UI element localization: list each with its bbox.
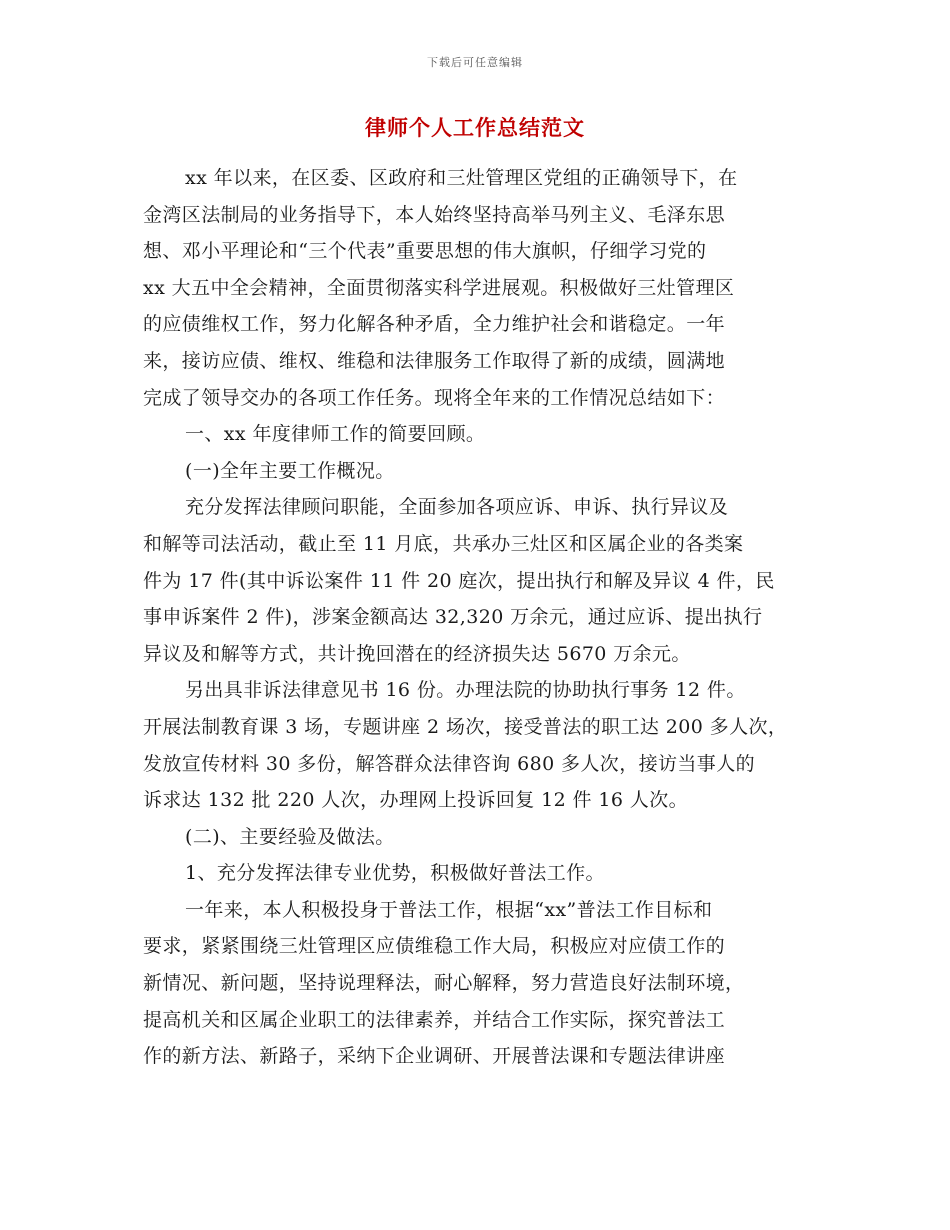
text-line: 另出具非诉法律意见书 16 份。办理法院的协助执行事务 12 件。 bbox=[185, 679, 746, 702]
text-line: 诉求达 132 批 220 人次，办理网上投诉回复 12 件 16 人次。 bbox=[143, 789, 689, 812]
text-line: 作的新方法、新路子，采纳下企业调研、开展普法课和专题法律讲座 bbox=[143, 1045, 726, 1068]
text-line: 想、邓小平理论和“三个代表”重要思想的伟大旗帜，仔细学习党的 bbox=[143, 240, 707, 263]
text-line: 要求，紧紧围绕三灶管理区应债维稳工作大局，积极应对应债工作的 bbox=[143, 935, 726, 958]
document-title: 律师个人工作总结范文 bbox=[365, 116, 585, 140]
text-line: 来，接访应债、维权、维稳和法律服务工作取得了新的成绩，圆满地 bbox=[143, 349, 726, 372]
text-line: (二)、主要经验及做法。 bbox=[185, 825, 395, 848]
text-line: 的应债维权工作，努力化解各种矛盾，全力维护社会和谐稳定。一年 bbox=[143, 313, 726, 336]
text-line: 新情况、新问题，坚持说理释法，耐心解释，努力营造良好法制环境， bbox=[143, 972, 745, 995]
text-line: 提高机关和区属企业职工的法律素养，并结合工作实际，探究普法工 bbox=[143, 1008, 726, 1031]
text-line: 充分发挥法律顾问职能，全面参加各项应诉、申诉、执行异议及 bbox=[185, 496, 729, 519]
text-line: 开展法制教育课 3 场，专题讲座 2 场次，接受普法的职工达 200 多人次， bbox=[143, 715, 788, 738]
text-line: 事申诉案件 2 件)，涉案金额高达 32,320 万余元，通过应诉、提出执行 bbox=[143, 606, 763, 629]
document-body bbox=[143, 160, 823, 1075]
text-line: (一)全年主要工作概况。 bbox=[185, 459, 395, 482]
text-line: 件为 17 件(其中诉讼案件 11 件 20 庭次，提出执行和解及异议 4 件，民 bbox=[143, 569, 775, 592]
text-line: 和解等司法活动，截止至 11 月底，共承办三灶区和区属企业的各类案 bbox=[143, 532, 744, 555]
text-line: 发放宣传材料 30 多份，解答群众法律咨询 680 多人次，接访当事人的 bbox=[143, 752, 756, 775]
text-line: xx 年以来，在区委、区政府和三灶管理区党组的正确领导下，在 bbox=[185, 167, 738, 189]
text-line: 金湾区法制局的业务指导下，本人始终坚持高举马列主义、毛泽东思 bbox=[143, 203, 726, 226]
text-line: 异议及和解等方式，共计挽回潜在的经济损失达 5670 万余元。 bbox=[143, 642, 691, 665]
text-line: 完成了领导交办的各项工作任务。现将全年来的工作情况总结如下： bbox=[143, 386, 726, 409]
text-line: 一、xx 年度律师工作的简要回顾。 bbox=[185, 423, 486, 446]
text-line: 一年来，本人积极投身于普法工作，根据“xx”普法工作目标和 bbox=[185, 898, 713, 921]
text-line: 1、充分发挥法律专业优势，积极做好普法工作。 bbox=[185, 862, 605, 885]
header-note: 下载后可任意编辑 bbox=[427, 56, 523, 69]
text-line: xx 大五中全会精神，全面贯彻落实科学进展观。积极做好三灶管理区 bbox=[143, 276, 735, 299]
